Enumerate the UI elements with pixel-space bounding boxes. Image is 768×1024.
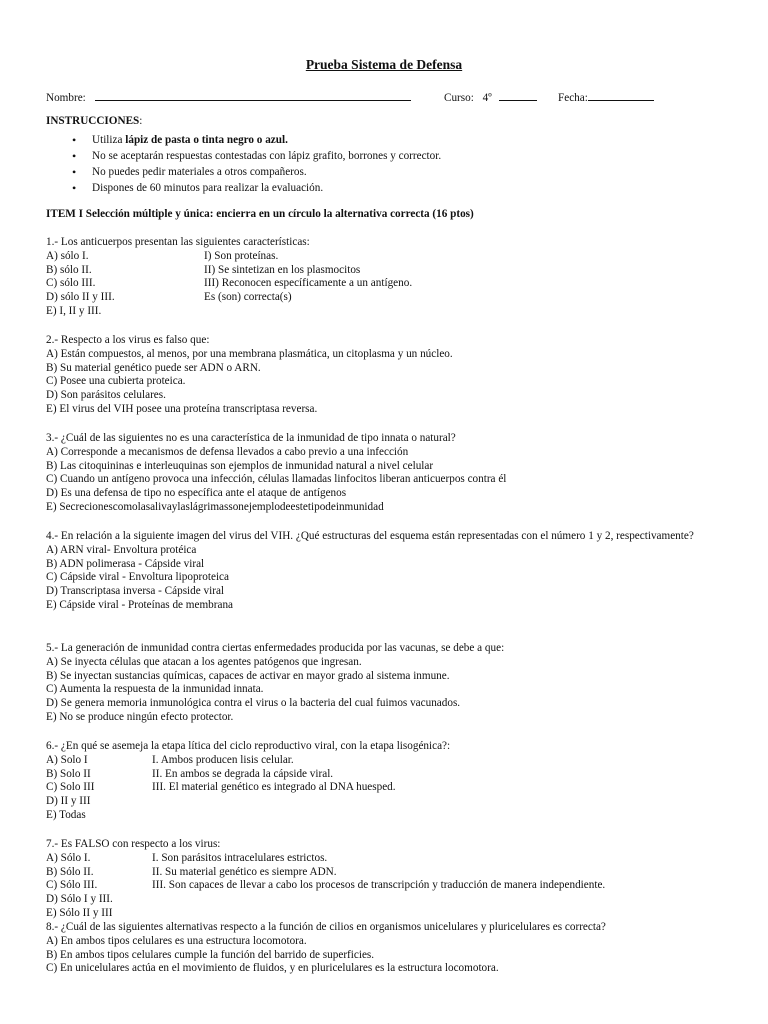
option-b[interactable]: B) ADN polimerasa - Cápside viral: [46, 557, 205, 570]
question-4: [46, 530, 722, 613]
option-c[interactable]: C) sólo III.: [46, 277, 96, 290]
instructions-heading-colon: :: [139, 115, 143, 127]
option-a[interactable]: A) sólo I.: [46, 249, 89, 262]
instruction-bold-text: lápiz de pasta o tinta negro o azul.: [125, 134, 288, 146]
option-row: [46, 768, 722, 782]
option-d[interactable]: D) Son parásitos celulares.: [46, 389, 166, 402]
question-stem: 2.- Respecto a los virus es falso que:: [46, 334, 210, 346]
instruction-item: [72, 132, 441, 148]
option-row: [46, 879, 722, 907]
instruction-item: [72, 180, 441, 196]
option-d[interactable]: D) Transcriptasa inversa - Cápside viral: [46, 585, 225, 598]
statement-ii: II) Se sintetizan en los plasmocitos: [204, 263, 361, 276]
option-c[interactable]: C) Posee una cubierta proteica.: [46, 375, 186, 388]
instruction-text: No puedes pedir materiales a otros compañeros.: [92, 166, 307, 178]
instructions-heading-text: INSTRUCCIONES: [46, 115, 140, 127]
question-stem: 4.- En relación a la siguiente imagen del virus del VIH. ¿Qué estructuras del esquema están representadas con el número 1 y 2, respectivamente?: [46, 530, 694, 542]
instructions-heading: [46, 115, 142, 129]
option-a[interactable]: A) En ambos tipos celulares es una estructura locomotora.: [46, 934, 307, 947]
option-b[interactable]: B) sólo II.: [46, 263, 92, 276]
option-row: [46, 852, 722, 866]
name-blank[interactable]: [95, 89, 411, 101]
name-label: Nombre:: [46, 92, 86, 104]
option-d[interactable]: D) II y III: [46, 795, 91, 808]
option-c[interactable]: C) Solo III: [46, 781, 95, 794]
instruction-item: [72, 148, 441, 164]
option-c[interactable]: C) En unicelulares actúa en el movimiento de fluidos, y en pluricelulares es la estructura locomotora.: [46, 962, 499, 975]
option-row: [46, 264, 722, 278]
option-e[interactable]: E) I, II y III.: [46, 304, 102, 317]
option-row: [46, 781, 722, 795]
instruction-item: [72, 164, 441, 180]
option-b[interactable]: B) En ambos tipos celulares cumple la función del barrido de superficies.: [46, 948, 375, 961]
question-7: [46, 838, 722, 921]
option-d[interactable]: D) Se genera memoria inmunológica contra el virus o la bacteria del cual fuimos vacunados.: [46, 697, 461, 710]
instruction-text: Dispones de 60 minutos para realizar la evaluación.: [92, 182, 324, 194]
course-row: [444, 89, 537, 106]
option-a[interactable]: A) Se inyecta células que atacan a los agentes patógenos que ingresan.: [46, 655, 362, 668]
question-6: [46, 740, 722, 823]
option-d[interactable]: D) sólo II y III.: [46, 291, 115, 304]
statement-i: I. Son parásitos intracelulares estrictos.: [152, 851, 328, 864]
option-c[interactable]: C) Cuando un antígeno provoca una infección, células llamadas linfocitos liberan anticuerpos contra él: [46, 473, 507, 486]
option-a[interactable]: A) ARN viral- Envoltura protéica: [46, 543, 197, 556]
date-blank[interactable]: [588, 89, 654, 101]
instruction-text: No se aceptarán respuestas contestadas con lápiz grafito, borrones y corrector.: [92, 150, 442, 162]
course-value: 4º: [482, 92, 492, 104]
question-stem: 8.- ¿Cuál de las siguientes alternativas respecto a la función de cilios en organismos unicelulares y pluricelulares es correcta?: [46, 921, 606, 933]
statement-iii: III. Son capaces de llevar a cabo los procesos de transcripción y traducción de manera independiente.: [152, 879, 606, 892]
name-row: [46, 89, 411, 106]
item1-heading: ITEM I Selección múltiple y única: encierra en un círculo la alternativa correcta (16 ptos): [46, 208, 474, 220]
option-row: [46, 277, 722, 291]
option-e[interactable]: E) Secrecionescomolasalivaylaslágrimassonejemplodeestetipodeinmunidad: [46, 500, 384, 513]
question-5: [46, 642, 722, 725]
page-title: Prueba Sistema de Defensa: [305, 57, 463, 72]
date-label: Fecha:: [558, 92, 588, 104]
question-stem: 6.- ¿En qué se asemeja la etapa lítica del ciclo reproductivo viral, con la etapa lisogénica?:: [46, 740, 451, 752]
question-stem: 3.- ¿Cuál de las siguientes no es una característica de la inmunidad de tipo innata o natural?: [46, 432, 456, 444]
option-row: [46, 250, 722, 264]
option-c[interactable]: C) Cápside viral - Envoltura lipoproteica: [46, 571, 229, 584]
course-label: Curso:: [444, 92, 474, 104]
option-d[interactable]: D) Sólo I y III.: [46, 893, 113, 906]
question-1: [46, 236, 722, 319]
question-stem: 7.- Es FALSO con respecto a los virus:: [46, 838, 221, 850]
question-2: [46, 334, 722, 417]
option-c[interactable]: C) Aumenta la respuesta de la inmunidad innata.: [46, 683, 264, 696]
statement-ii: II. Su material genético es siempre ADN.: [152, 865, 337, 878]
option-row: [46, 866, 722, 880]
statement-iii: III) Reconocen específicamente a un antígeno.: [204, 277, 413, 290]
statement-correct: Es (son) correcta(s): [204, 291, 292, 304]
date-row: [558, 89, 654, 106]
course-blank[interactable]: [499, 89, 537, 101]
statement-i: I. Ambos producen lisis celular.: [152, 753, 294, 766]
option-e[interactable]: E) Sólo II y III: [46, 906, 113, 919]
option-b[interactable]: B) Se inyectan sustancias químicas, capaces de activar en mayor grado al sistema inmune.: [46, 669, 450, 682]
option-a[interactable]: A) Solo I: [46, 753, 88, 766]
option-row: [46, 754, 722, 768]
option-b[interactable]: B) Su material genético puede ser ADN o ARN.: [46, 361, 261, 374]
instruction-text: Utiliza: [92, 134, 126, 146]
option-d[interactable]: D) Es una defensa de tipo no específica ante el ataque de antígenos: [46, 487, 347, 500]
option-row: [46, 291, 722, 305]
question-stem: 1.- Los anticuerpos presentan las siguientes características:: [46, 236, 310, 248]
statement-iii: III. El material genético es integrado al DNA huesped.: [152, 781, 396, 794]
option-b[interactable]: B) Las citoquininas e interleuquinas son ejemplos de inmunidad natural a nivel celular: [46, 459, 434, 472]
option-a[interactable]: A) Corresponde a mecanismos de defensa llevados a cabo previo a una infección: [46, 445, 409, 458]
option-b[interactable]: B) Solo II: [46, 767, 91, 780]
option-a[interactable]: A) Sólo I.: [46, 851, 91, 864]
statement-i: I) Son proteínas.: [204, 249, 279, 262]
option-e[interactable]: E) El virus del VIH posee una proteína transcriptasa reversa.: [46, 402, 318, 415]
option-b[interactable]: B) Sólo II.: [46, 865, 94, 878]
statement-ii: II. En ambos se degrada la cápside viral.: [152, 767, 334, 780]
instructions-list: [72, 132, 441, 196]
option-c[interactable]: C) Sólo III.: [46, 879, 98, 892]
option-a[interactable]: A) Están compuestos, al menos, por una membrana plasmática, un citoplasma y un núcleo.: [46, 347, 453, 360]
question-8: [46, 921, 722, 976]
option-e[interactable]: E) Cápside viral - Proteínas de membrana: [46, 598, 234, 611]
option-e[interactable]: E) No se produce ningún efecto protector.: [46, 710, 234, 723]
option-e[interactable]: E) Todas: [46, 808, 86, 821]
question-3: [46, 432, 722, 515]
question-stem: 5.- La generación de inmunidad contra ciertas enfermedades producida por las vacunas, se debe a que:: [46, 642, 505, 654]
